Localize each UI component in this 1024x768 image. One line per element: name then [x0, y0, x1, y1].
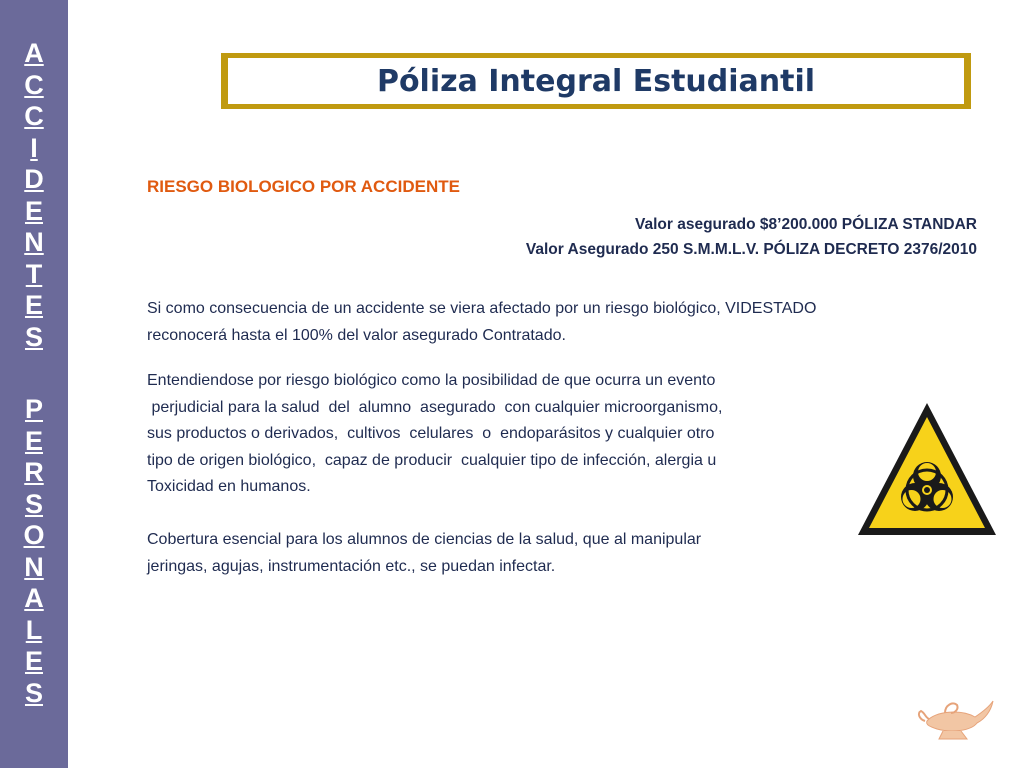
sidebar-letter: N	[24, 227, 44, 257]
paragraph-line: tipo de origen biológico, capaz de producir cualquier tipo de infección, alergia u	[147, 451, 717, 469]
paragraph-line: sus productos o derivados, cultivos celulares o endoparásitos y cualquier otro	[147, 425, 715, 442]
sidebar-word-accidentes	[0, 38, 68, 353]
sidebar-letter: C	[24, 101, 44, 131]
sidebar-word-personales	[0, 394, 68, 709]
paragraph-line: Si como consecuencia de un accidente se viera afectado por un riesgo biológico, VIDESTADO	[147, 300, 817, 317]
paragraph-line: Entendiendose por riesgo biológico como la posibilidad de que ocurra un evento	[147, 372, 716, 389]
sidebar-letter: R	[24, 457, 44, 487]
sidebar-letter: A	[24, 583, 44, 613]
coverage-paragraph	[147, 295, 816, 349]
sidebar-letter: P	[24, 394, 43, 424]
definition-paragraph	[147, 368, 722, 501]
insured-value-decree: Valor Asegurado 250 S.M.M.L.V. PÓLIZA DECRETO 2376/2010	[525, 241, 977, 258]
section-heading: RIESGO BIOLOGICO POR ACCIDENTE	[147, 177, 460, 196]
paragraph-line: jeringas, agujas, instrumentación etc., se puedan infectar.	[147, 557, 556, 575]
sidebar-letter: N	[24, 551, 44, 582]
sidebar-letter: S	[24, 321, 43, 352]
title-bar	[221, 53, 971, 109]
biohazard-warning-icon	[855, 400, 999, 538]
sidebar-letter: O	[23, 520, 45, 550]
paragraph-line: perjudicial para la salud del alumno asegurado con cualquier microorganismo,	[147, 398, 723, 416]
sidebar-letter: I	[30, 132, 38, 163]
sidebar-letter: E	[24, 290, 43, 320]
insured-value-standard: Valor asegurado $8’200.000 PÓLIZA STANDAR	[635, 216, 977, 233]
sidebar-letter: E	[24, 646, 43, 676]
sidebar-letter: C	[24, 69, 44, 100]
essential-coverage-paragraph	[147, 527, 701, 580]
sidebar-letter: S	[24, 677, 43, 708]
sidebar	[0, 0, 68, 768]
sidebar-letter: E	[24, 425, 43, 456]
sidebar-letter: E	[24, 195, 43, 226]
sidebar-letter: D	[24, 164, 44, 194]
oil-lamp-icon	[915, 693, 995, 745]
sidebar-letter: S	[24, 488, 43, 519]
sidebar-letter: L	[25, 614, 43, 645]
paragraph-line: Cobertura esencial para los alumnos de ciencias de la salud, que al manipular	[147, 531, 702, 548]
sidebar-letter: A	[24, 38, 44, 68]
sidebar-letter: T	[25, 258, 43, 289]
paragraph-line: Toxicidad en humanos.	[147, 478, 311, 495]
page-title: Póliza Integral Estudiantil	[228, 58, 964, 104]
paragraph-line: reconocerá hasta el 100% del valor asegurado Contratado.	[147, 327, 566, 344]
